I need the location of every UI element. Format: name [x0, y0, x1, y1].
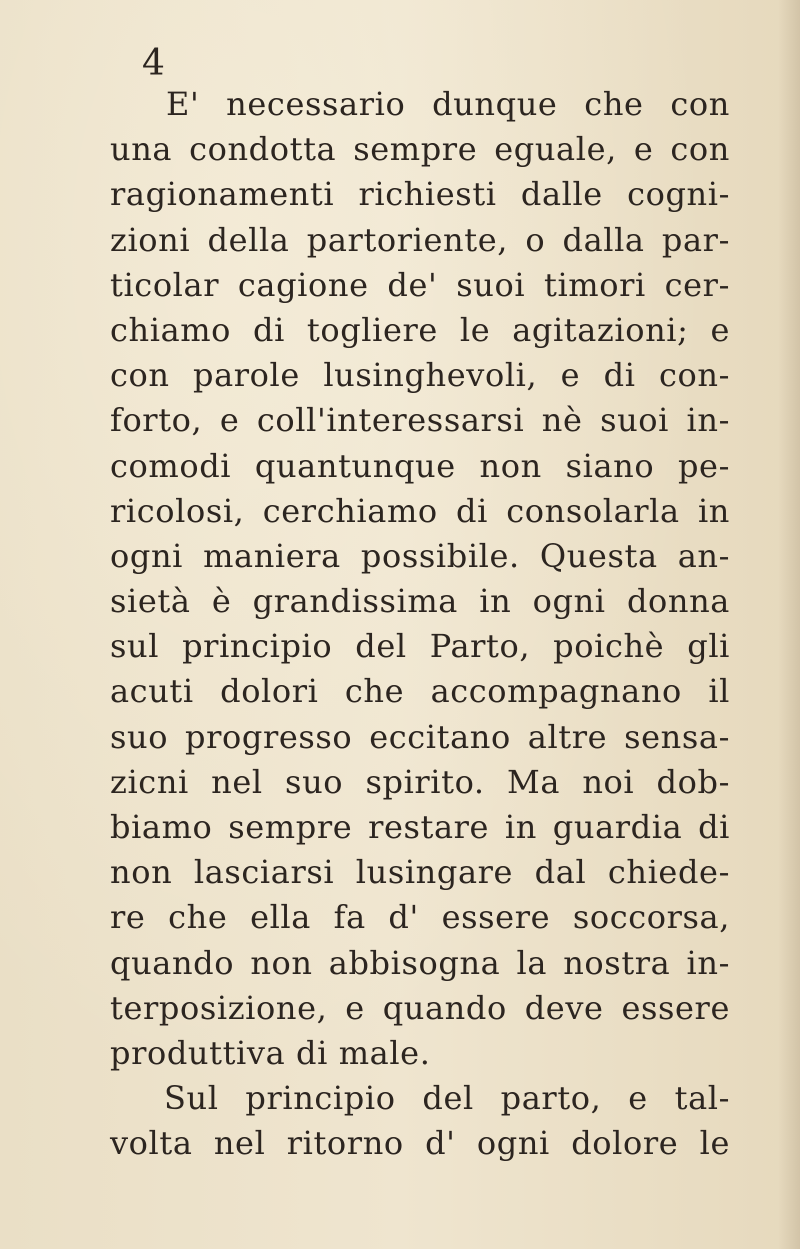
text-line: acuti dolori che accompagnano il [110, 672, 730, 711]
text-line: comodi quantunque non siano pe- [110, 446, 730, 485]
text-line: con parole lusinghevoli, e di con- [110, 356, 730, 395]
page-number: 4 [142, 43, 165, 84]
text-line: zioni della partoriente, o dalla par- [110, 220, 730, 259]
text-line: una condotta sempre eguale, e con [110, 130, 730, 169]
text-line: re che ella fa d' essere soccorsa, [110, 898, 730, 937]
text-line: sietà è grandissima in ogni donna [110, 582, 730, 621]
text-line: sul principio del Parto, poichè gli [110, 627, 730, 666]
text-line: suo progresso eccitano altre sensa- [110, 717, 730, 756]
text-line: zicni nel suo spirito. Ma noi dob- [110, 762, 730, 801]
text-line: volta nel ritorno d' ogni dolore le [110, 1124, 730, 1163]
text-line: produttiva di male. [110, 1033, 431, 1072]
text-line: terposizione, e quando deve essere [110, 988, 730, 1027]
text-line: ticolar cagione de' suoi timori cer- [110, 265, 730, 304]
page-edge-shadow [778, 0, 800, 1249]
text-line: chiamo di togliere le agitazioni; e [110, 310, 730, 349]
text-line: biamo sempre restare in guardia di [110, 808, 730, 846]
text-line: ricolosi, cerchiamo di consolarla in [110, 491, 730, 530]
text-line: ogni maniera possibile. Questa an- [110, 536, 730, 575]
text-line: forto, e coll'interessarsi nè suoi in- [110, 401, 730, 440]
text-line: E' necessario dunque che con [166, 85, 730, 123]
text-line: ragionamenti richiesti dalle cogni- [110, 175, 730, 214]
text-line: non lasciarsi lusingare dal chiede- [110, 853, 730, 892]
text-line: quando non abbisogna la nostra in- [110, 943, 730, 982]
body-text [110, 82, 730, 1167]
text-line: Sul principio del parto, e tal- [164, 1079, 730, 1118]
